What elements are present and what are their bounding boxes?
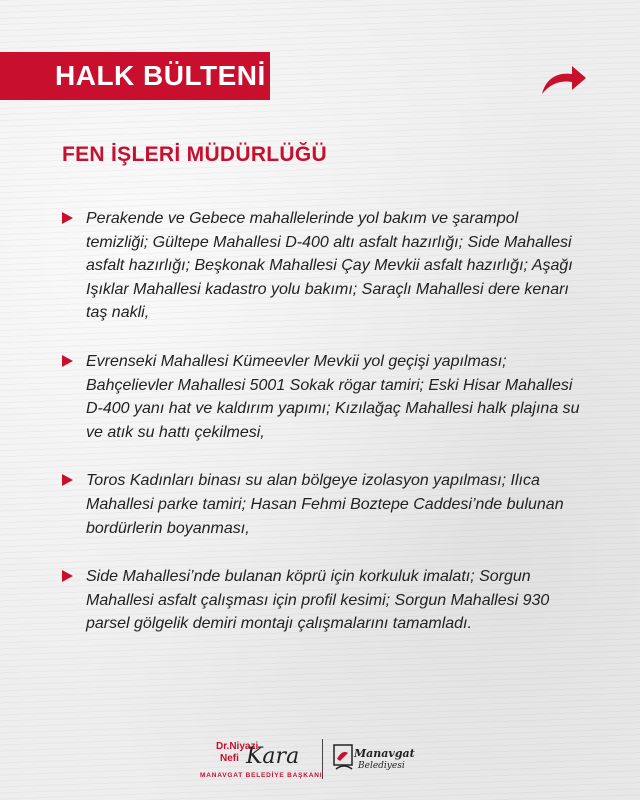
mayor-surname: Kara xyxy=(246,744,300,769)
header-banner xyxy=(0,52,270,100)
municipality-subtitle: Belediyesi xyxy=(358,761,405,771)
list-item xyxy=(62,565,582,636)
list-item-text: Side Mahallesi’nde bulanan köprü için korkuluk imalatı; Sorgun Mahallesi asfalt çalışması için profil kesimi; Sorgun Mahallesi 930 parsel gölgelik demiri montajı çalışmalarını tamamladı. xyxy=(86,568,550,633)
banner-title: HALK BÜLTENİ xyxy=(55,60,266,91)
list-item xyxy=(62,207,582,325)
municipality-emblem-icon xyxy=(332,743,356,773)
list-item-text: Perakende ve Gebece mahallelerinde yol bakım ve şarampol temizliği; Gültepe Mahallesi D-400 altı asfalt hazırlığı; Side Mahallesi asfalt hazırlığı; Beşkonak Mahallesi Çay Mevkii asfalt hazırlığı; Aşağı Işıklar Mahallesi kadastro yolu bakımı; Saraçlı Mahallesi dere kenarı taş nakli, xyxy=(86,210,573,322)
list-item xyxy=(62,350,582,444)
list-item-text: Toros Kadınları binası su alan bölgeye izolasyon yapılması; Ilıca Mahallesi parke tamiri; Hasan Fehmi Boztepe Caddesi’nde bulunan bordürlerin boyanması, xyxy=(86,472,564,537)
bullet-triangle-icon xyxy=(62,355,73,367)
municipality-name: Manavgat xyxy=(354,747,415,760)
bullet-triangle-icon xyxy=(62,212,73,224)
mayor-prefix: Dr.Niyazi xyxy=(216,741,259,752)
list-item-text: Evrenseki Mahallesi Kümeevler Mevkii yol geçişi yapılması; Bahçelievler Mahallesi 5001 Sokak rögar tamiri; Eski Hisar Mahallesi D-400 yanı hat ve kaldırım yapımı; Kızılağaç Mahallesi halk plajına su ve atık su hattı çekilmesi, xyxy=(86,352,580,441)
mayor-title: MANAVGAT BELEDİYE BAŞKANI xyxy=(200,772,323,779)
list-item xyxy=(62,469,582,540)
footer-divider xyxy=(322,739,323,779)
mayor-first-name: Nefi xyxy=(220,753,239,764)
footer-logos xyxy=(198,735,448,790)
bulletin-list xyxy=(62,207,582,661)
bullet-triangle-icon xyxy=(62,570,73,582)
section-title: FEN İŞLERİ MÜDÜRLÜĞÜ xyxy=(62,143,327,166)
mayor-signature-logo xyxy=(198,735,323,785)
bullet-triangle-icon xyxy=(62,474,73,486)
share-arrow-icon[interactable] xyxy=(538,60,588,98)
